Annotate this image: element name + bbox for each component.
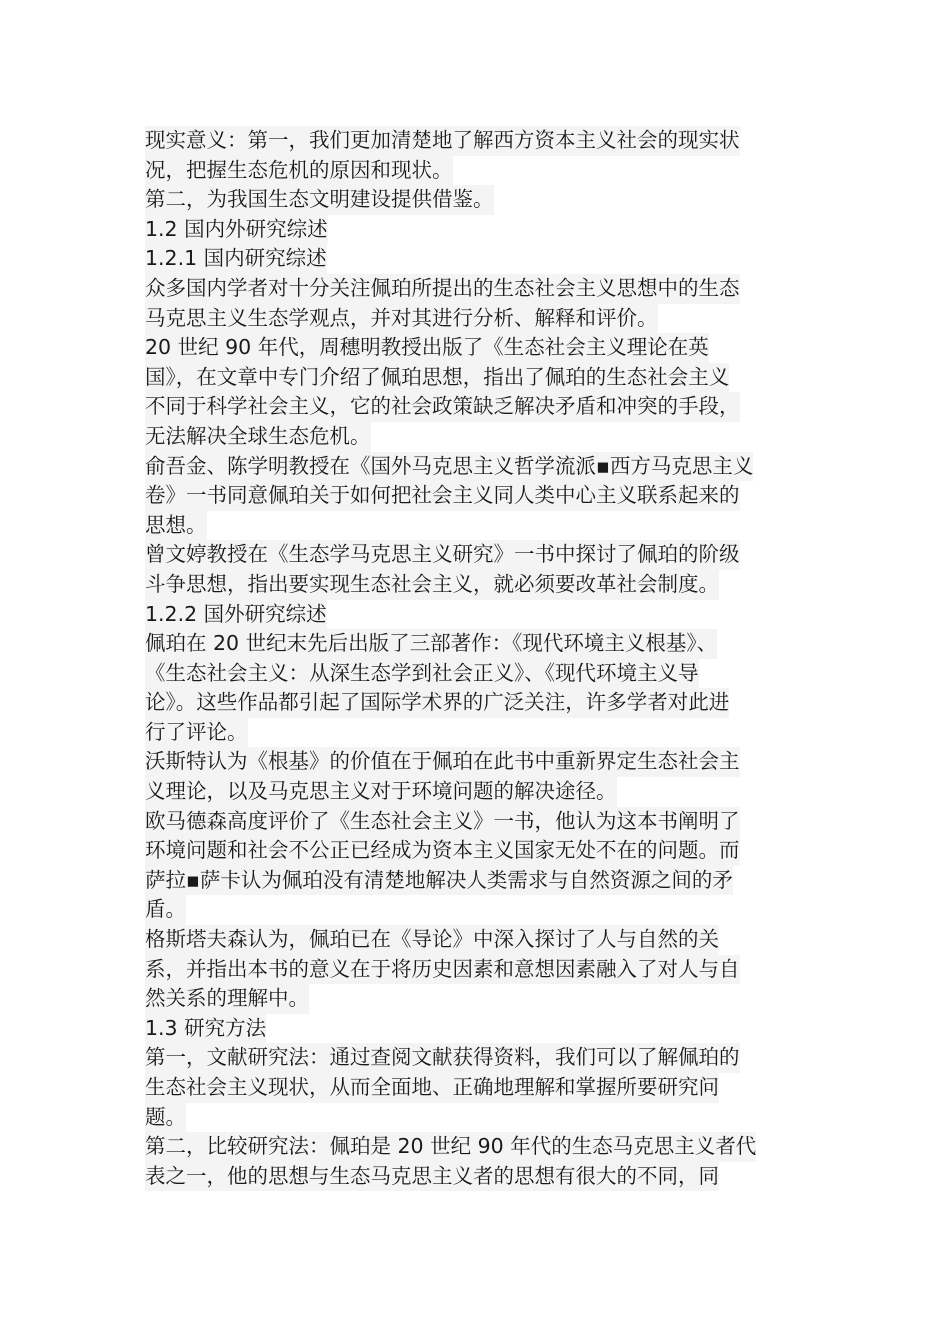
text-line: 系，并指出本书的意义在于将历史因素和意想因素融入了对人与自 (145, 955, 740, 985)
text-line: 盾。 (145, 895, 186, 925)
text-line: 欧马德森高度评价了《生态社会主义》一书，他认为这本书阐明了 (145, 807, 740, 837)
text-line: 不同于科学社会主义，它的社会政策缺乏解决矛盾和冲突的手段， (145, 392, 740, 422)
text-line: 第一，文献研究法：通过查阅文献获得资料，我们可以了解佩珀的 (145, 1043, 740, 1073)
text-line: 1.2.1 国内研究综述 (145, 244, 327, 274)
paragraph (145, 925, 807, 1014)
text-line: 题。 (145, 1103, 186, 1133)
paragraph (145, 1132, 807, 1191)
text-line: 第二，为我国生态文明建设提供借鉴。 (145, 185, 494, 215)
text-line: 斗争思想，指出要实现生态社会主义，就必须要改革社会制度。 (145, 570, 719, 600)
text-line: 《生态社会主义：从深生态学到社会正义》、《现代环境主义导 (145, 659, 699, 689)
paragraph (145, 1043, 807, 1132)
paragraph (145, 747, 807, 806)
text-line: 然关系的理解中。 (145, 984, 309, 1014)
text-line: 沃斯特认为《根基》的价值在于佩珀在此书中重新界定生态社会主 (145, 747, 740, 777)
paragraph (145, 452, 807, 541)
text-line: 表之一，他的思想与生态马克思主义者的思想有很大的不同，同 (145, 1162, 719, 1192)
text-line: 1.2 国内外研究综述 (145, 215, 328, 245)
text-line: 国》，在文章中专门介绍了佩珀思想，指出了佩珀的生态社会主义 (145, 363, 729, 393)
text-line: 萨拉▪萨卡认为佩珀没有清楚地解决人类需求与自然资源之间的矛 (145, 866, 733, 896)
text-line: 行了评论。 (145, 718, 248, 748)
text-line: 现实意义：第一，我们更加清楚地了解西方资本主义社会的现实状 (145, 126, 740, 156)
text-line: 义理论，以及马克思主义对于环境问题的解决途径。 (145, 777, 617, 807)
paragraph (145, 185, 807, 215)
text-line: 思想。 (145, 511, 207, 541)
text-line: 论》。这些作品都引起了国际学术界的广泛关注，许多学者对此进 (145, 688, 729, 718)
paragraph (145, 244, 807, 274)
text-line: 佩珀在 20 世纪末先后出版了三部著作：《现代环境主义根基》、 (145, 629, 717, 659)
text-line: 1.3 研究方法 (145, 1014, 266, 1044)
text-line: 俞吾金、陈学明教授在《国外马克思主义哲学流派▪西方马克思主义 (145, 452, 753, 482)
paragraph (145, 540, 807, 599)
text-line: 况，把握生态危机的原因和现状。 (145, 156, 453, 186)
paragraph (145, 274, 807, 333)
paragraph (145, 333, 807, 451)
paragraph (145, 215, 807, 245)
text-line: 1.2.2 国外研究综述 (145, 600, 327, 630)
text-line: 马克思主义生态学观点，并对其进行分析、解释和评价。 (145, 304, 658, 334)
text-line: 卷》一书同意佩珀关于如何把社会主义同人类中心主义联系起来的 (145, 481, 740, 511)
paragraph (145, 126, 807, 185)
text-line: 无法解决全球生态危机。 (145, 422, 371, 452)
paragraph (145, 1014, 807, 1044)
text-line: 第二，比较研究法：佩珀是 20 世纪 90 年代的生态马克思主义者代 (145, 1132, 756, 1162)
text-line: 曾文婷教授在《生态学马克思主义研究》一书中探讨了佩珀的阶级 (145, 540, 740, 570)
paragraph (145, 629, 807, 747)
document-page (145, 126, 807, 1191)
paragraph (145, 807, 807, 925)
text-line: 众多国内学者对十分关注佩珀所提出的生态社会主义思想中的生态 (145, 274, 740, 304)
paragraph (145, 600, 807, 630)
text-line: 20 世纪 90 年代，周穗明教授出版了《生态社会主义理论在英 (145, 333, 709, 363)
text-line: 环境问题和社会不公正已经成为资本主义国家无处不在的问题。而 (145, 836, 740, 866)
text-line: 生态社会主义现状，从而全面地、正确地理解和掌握所要研究问 (145, 1073, 719, 1103)
text-line: 格斯塔夫森认为，佩珀已在《导论》中深入探讨了人与自然的关 (145, 925, 719, 955)
